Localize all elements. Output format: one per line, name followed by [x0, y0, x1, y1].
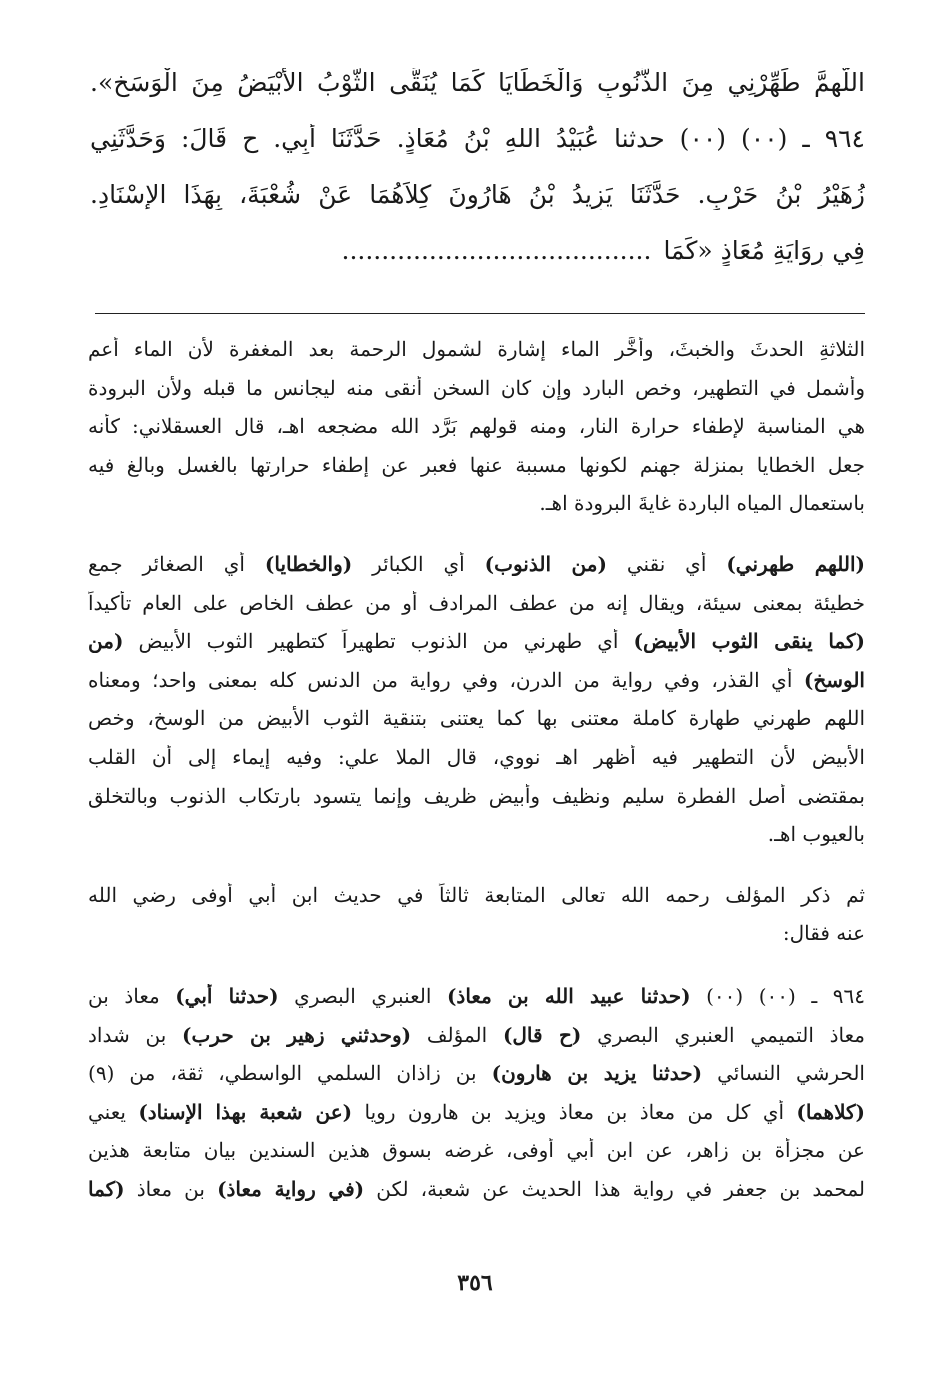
line-text: بن معاذ — [124, 1176, 218, 1201]
hadith-text-block — [90, 68, 865, 292]
commentary-line: هي المناسبة لإطفاء حرارة النار، ومنه قولهم بَرَّد الله مضجعه اهـ، قال العسقلاني: كأنه — [88, 414, 865, 439]
line-text: أي الصغائر جمع — [88, 551, 265, 576]
line-text: الحرشي النسائي — [702, 1061, 865, 1086]
commentary-line: باستعمال المياه الباردة غايةَ البرودة اهـ. — [539, 491, 865, 516]
paragraph-gap — [88, 530, 865, 552]
bold-term: (من — [88, 629, 124, 654]
bold-term: الوسخ) — [803, 667, 865, 692]
bold-term: (حدثنا عبيد الله بن معاذ) — [446, 983, 691, 1008]
commentary-line: الثلاثةِ الحدثَ والخبثَ، وأخَّر الماء إشارة لشمول الرحمة بعد المغفرة لأن الماء أعم — [88, 337, 865, 361]
bold-term: (ح قال) — [502, 1022, 582, 1047]
hadith-line: اللَّهمَّ طَهِّرْنِي مِنَ الذُّنُوبِ وَالْخَطَايَا كَمَا يُنَقَّى الثَّوْبُ الأَبْيَضُ مِنَ الْوَسَخِ». — [90, 68, 865, 97]
line-text: المؤلف — [411, 1022, 503, 1047]
line-text: العنبري البصري — [278, 983, 447, 1008]
line-text: بن شداد — [88, 1022, 183, 1047]
hadith-partial-text: فِي رِوَايَةِ مُعَاذٍ «كَمَا — [663, 236, 865, 265]
bold-term: (حدثنا أبي) — [175, 983, 279, 1008]
separator-rule — [95, 313, 865, 314]
hadith-partial-line — [90, 236, 865, 266]
commentary-block — [88, 337, 865, 1215]
line-text: يعني — [88, 1099, 139, 1124]
line-text: ٩٦٤ ـ (٠٠) (٠٠) — [690, 983, 865, 1008]
page-number: ٣٥٦ — [457, 1270, 493, 1296]
commentary-line — [88, 668, 865, 692]
commentary-line: جعل الخطايا بمنزلة جهنم لكونها مسببة عنها فعبر عن إطفاء حرارتها بالغسل وبالغ فيه — [88, 452, 865, 477]
commentary-line: وأشمل في التطهير، وخص البارد وإن كان السخن أنقى منه ليجانس ما قبله ولأن البرودة — [88, 375, 865, 400]
commentary-line — [88, 629, 865, 653]
continuation-dots: ....................................... — [341, 236, 652, 265]
bold-term: (كلاهما) — [796, 1099, 865, 1124]
bold-term: (والخطايا) — [264, 551, 353, 576]
bold-term: (وحدثني زهير بن حرب) — [182, 1022, 412, 1047]
hadith-line: ٩٦٤ ـ (٠٠) (٠٠) حدثنا عُبَيْدُ اللهِ بْنُ مُعَاذٍ. حَدَّثَنَا أَبِي. ح قَالَ: وَحَدَّثَنِي — [90, 124, 865, 153]
line-text: بن زاذان السلمي الواسطي، ثقة، من (٩) — [88, 1061, 492, 1086]
commentary-line: عن مجزأة بن زاهر، عن ابن أبي أوفى، غرضه بسوق هذين السندين بيان متابعة هذين — [88, 1138, 865, 1163]
line-text: أي نقني — [606, 551, 727, 576]
line-text: معاذ بن — [88, 983, 176, 1008]
line-text: لمحمد بن جعفر في رواية هذا الحديث عن شعبة، لكن — [364, 1176, 865, 1201]
bold-term: (كما — [88, 1176, 125, 1201]
commentary-line: ثم ذكر المؤلف رحمه الله تعالى المتابعة ثالثاً في حديث ابن أبي أوفى رضي الله — [88, 882, 865, 907]
commentary-line — [88, 1061, 865, 1085]
commentary-line — [88, 1100, 865, 1124]
line-text: أي الكبائر — [352, 551, 485, 576]
commentary-line — [88, 984, 865, 1008]
line-text: معاذ التميمي العنبري البصري — [581, 1022, 865, 1047]
bold-term: (من الذنوب) — [484, 551, 607, 576]
commentary-line: بالعيوب اهـ. — [767, 822, 865, 847]
commentary-line — [88, 1177, 865, 1201]
bold-term: (كما ينقى الثوب الأبيض) — [633, 629, 865, 654]
line-text: أي كل من معاذ بن معاذ ويزيد بن هارون رويا — [352, 1099, 797, 1124]
hadith-line: زُهَيْرُ بْنُ حَرْبٍ. حَدَّثَنَا يَزِيدُ بْنُ هَارُونَ كِلاَهُمَا عَنْ شُعْبَةَ، بِهَذَا الإِسْنَادِ. — [90, 180, 865, 209]
commentary-line: خطيئة بمعنى سيئة، ويقال إنه من عطف المرادف أو من عطف الخاص على العام تأكيداً — [88, 590, 865, 615]
line-text: أي طهرني من الذنوب تطهيراً كتطهير الثوب الأبيض — [123, 629, 634, 654]
bold-term: (حدثنا يزيد بن هارون) — [491, 1061, 703, 1086]
commentary-line: الأبيض لأن التطهير فيه أظهر اهـ نووي، قال الملا علي: وفيه إيماء إلى أن القلب — [88, 744, 865, 769]
line-text: أي القذر، وفي رواية من الدرن، وفي رواية من الدنس كله بمعنى واحد؛ ومعناه — [88, 667, 804, 692]
bold-term: (عن شعبة بهذا الإسناد) — [138, 1099, 353, 1124]
paragraph-gap — [88, 861, 865, 883]
commentary-line: اللهم طهرني طهارة كاملة معتنى بها كما يعتنى بتنقية الثوب الأبيض من الوسخ، وخص — [88, 706, 865, 731]
bold-term: (في رواية معاذ) — [217, 1176, 365, 1201]
commentary-line: عنه فقال: — [782, 921, 865, 946]
paragraph-gap — [88, 960, 865, 984]
commentary-line — [88, 1023, 865, 1047]
commentary-line: بمقتضى أصل الفطرة سليم ونظيف وأبيض ظريف وإنما يتسود بارتكاب الذنوب وبالتخلق — [88, 783, 865, 808]
bold-term: (اللهم طهرني) — [726, 551, 865, 576]
commentary-line — [88, 552, 865, 576]
